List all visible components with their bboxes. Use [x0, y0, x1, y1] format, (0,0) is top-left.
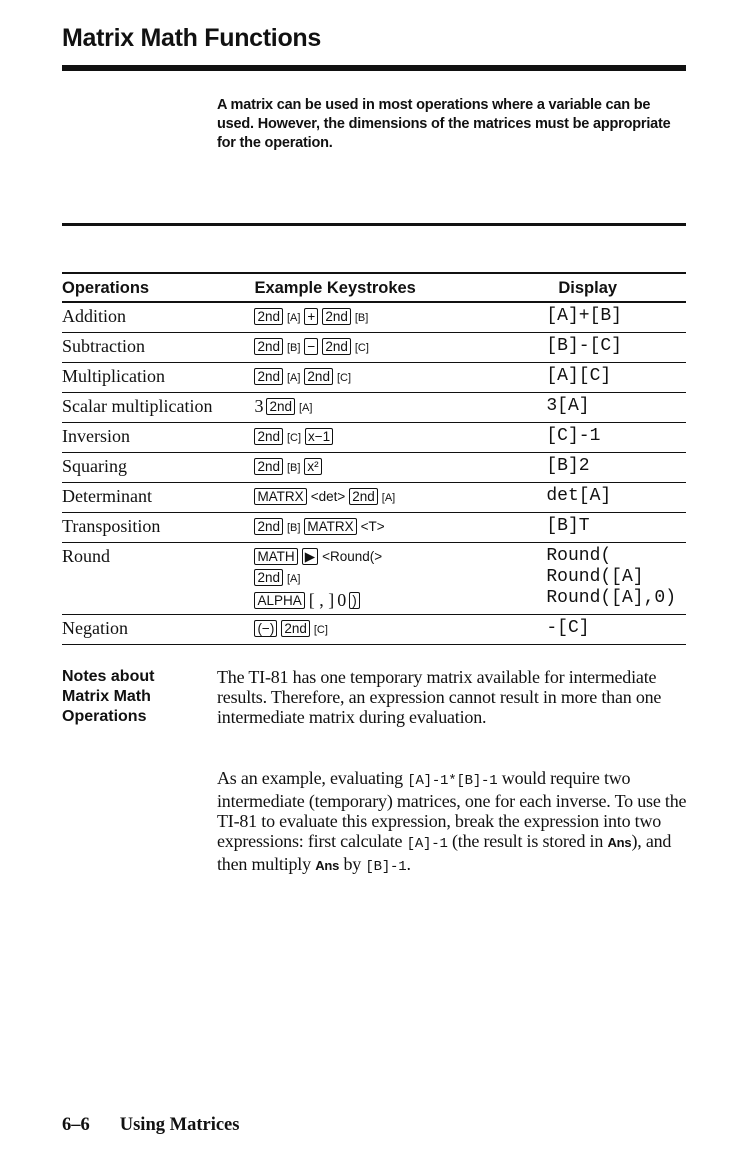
- table-row: [62, 483, 686, 513]
- page-footer: [62, 1115, 239, 1136]
- operation-name: Addition: [62, 302, 254, 333]
- header-operations: Operations: [62, 273, 254, 302]
- secondary-label: [B]: [286, 342, 301, 354]
- notes-heading: Notes about Matrix Math Operations: [62, 668, 155, 725]
- keystrokes: [254, 363, 546, 393]
- operations-table: [62, 272, 686, 645]
- x-inverse-key: x−1: [305, 428, 333, 445]
- math-key: MATH: [254, 548, 297, 565]
- 2nd-key: 2nd: [322, 308, 351, 325]
- zero-key-label: 0: [337, 590, 347, 610]
- secondary-label: [A]: [381, 492, 396, 504]
- keystrokes: [254, 453, 546, 483]
- display-value: [B]T: [546, 513, 686, 543]
- secondary-label: [B]: [286, 462, 301, 474]
- table-row: [62, 615, 686, 645]
- matrx-key: MATRX: [304, 518, 356, 535]
- table-row: [62, 393, 686, 423]
- ans-label: Ans: [607, 835, 632, 850]
- display-line: Round([A],0): [546, 588, 676, 608]
- operation-name: Transposition: [62, 513, 254, 543]
- operation-name: Multiplication: [62, 363, 254, 393]
- display-value: [B]-[C]: [546, 333, 686, 363]
- display-value: [C]-1: [546, 423, 686, 453]
- secondary-label: [A]: [298, 402, 313, 414]
- keystrokes: [254, 393, 546, 423]
- secondary-label: [A]: [286, 372, 301, 384]
- header-keystrokes: Example Keystrokes: [254, 273, 546, 302]
- keystroke-line: [254, 546, 546, 567]
- note-text: by: [343, 854, 362, 874]
- operation-name: Inversion: [62, 423, 254, 453]
- right-arrow-key: ▶: [302, 548, 318, 565]
- keystrokes: [254, 483, 546, 513]
- display-line: Round(: [546, 546, 612, 566]
- display-value: det[A]: [546, 483, 686, 513]
- keystroke-line: [254, 590, 546, 611]
- plus-key: +: [304, 308, 318, 325]
- table-row: [62, 302, 686, 333]
- operation-name: Negation: [62, 615, 254, 645]
- keystrokes: [254, 423, 546, 453]
- intro-text: A matrix can be used in most operations where a variable can be used. However, the dimensions of the matrices must be appropriate for the operation.: [217, 97, 671, 151]
- number-three: 3: [254, 396, 264, 416]
- chapter-title: Using Matrices: [119, 1115, 240, 1135]
- note-text: .: [406, 854, 411, 874]
- display-value: [A][C]: [546, 363, 686, 393]
- display-value: -[C]: [546, 615, 686, 645]
- alpha-key: ALPHA: [254, 592, 304, 609]
- note-text: would require two intermediate (temporary) matrices, one for each inverse. To use the TI-81 to evaluate this expression, break the expression into two expressions: first calculate: [217, 768, 687, 851]
- page-title: Matrix Math Functions: [62, 24, 321, 52]
- table-row: [62, 333, 686, 363]
- operation-name: Squaring: [62, 453, 254, 483]
- keystrokes: [254, 333, 546, 363]
- 2nd-key: 2nd: [281, 620, 310, 637]
- 2nd-key: 2nd: [254, 428, 283, 445]
- 2nd-key: 2nd: [254, 308, 283, 325]
- keystrokes: [254, 513, 546, 543]
- operation-name: Subtraction: [62, 333, 254, 363]
- secondary-label: [A]: [286, 312, 301, 324]
- table-row: [62, 543, 686, 615]
- section-rule: [62, 223, 686, 226]
- matrx-key: MATRX: [254, 488, 306, 505]
- keystrokes: [254, 615, 546, 645]
- page-number: 6–6: [62, 1115, 90, 1135]
- note-text: (the result is stored in: [451, 831, 604, 851]
- table-header-row: [62, 273, 686, 302]
- operation-name: Round: [62, 543, 254, 615]
- table-row: [62, 363, 686, 393]
- 2nd-key: 2nd: [322, 338, 351, 355]
- secondary-label: [B]: [286, 522, 301, 534]
- 2nd-key: 2nd: [254, 368, 283, 385]
- display-value: 3[A]: [546, 393, 686, 423]
- note-text: As an example, evaluating: [217, 768, 403, 788]
- negative-key: (−): [254, 620, 277, 637]
- menu-item-transpose: <T>: [360, 519, 385, 534]
- 2nd-key: 2nd: [254, 458, 283, 475]
- secondary-label: [C]: [286, 432, 302, 444]
- table-row: [62, 423, 686, 453]
- 2nd-key: 2nd: [254, 569, 283, 586]
- display-value: [A]+[B]: [546, 302, 686, 333]
- header-display: Display: [546, 273, 686, 302]
- expression-code: [B]-1: [365, 859, 407, 875]
- comma-key-label: [ , ]: [308, 590, 335, 610]
- menu-item-det: <det>: [310, 489, 346, 504]
- close-paren-key: ): [349, 592, 360, 609]
- display-value: [546, 543, 686, 615]
- table-row: [62, 453, 686, 483]
- 2nd-key: 2nd: [349, 488, 378, 505]
- ans-label: Ans: [315, 858, 340, 873]
- secondary-label: [A]: [286, 573, 301, 585]
- menu-item-round: <Round(>: [322, 549, 383, 564]
- keystroke-line: [254, 567, 546, 590]
- secondary-label: [C]: [336, 372, 352, 384]
- note-text: ), and then multiply: [217, 831, 672, 874]
- x-squared-key: x²: [304, 458, 321, 475]
- 2nd-key: 2nd: [266, 398, 295, 415]
- expression-code: [A]-1: [406, 836, 448, 852]
- secondary-label: [B]: [354, 312, 369, 324]
- table-row: [62, 513, 686, 543]
- secondary-label: [C]: [354, 342, 369, 354]
- display-value: [B]2: [546, 453, 686, 483]
- 2nd-key: 2nd: [254, 338, 283, 355]
- 2nd-key: 2nd: [304, 368, 333, 385]
- minus-key: −: [304, 338, 318, 355]
- title-rule: [62, 65, 686, 71]
- keystrokes: [254, 543, 546, 615]
- operation-name: Scalar multiplication: [62, 393, 254, 423]
- notes-paragraph-1: The TI-81 has one temporary matrix available for intermediate results. Therefore, an expression cannot result in more than one intermediate matrix during evaluation.: [217, 667, 662, 727]
- expression-code: [A]-1*[B]-1: [407, 773, 498, 789]
- display-line: Round([A]: [546, 567, 644, 587]
- operation-name: Determinant: [62, 483, 254, 513]
- secondary-label: [C]: [313, 624, 328, 636]
- notes-paragraph-2: [217, 768, 687, 877]
- 2nd-key: 2nd: [254, 518, 283, 535]
- keystrokes: [254, 302, 546, 333]
